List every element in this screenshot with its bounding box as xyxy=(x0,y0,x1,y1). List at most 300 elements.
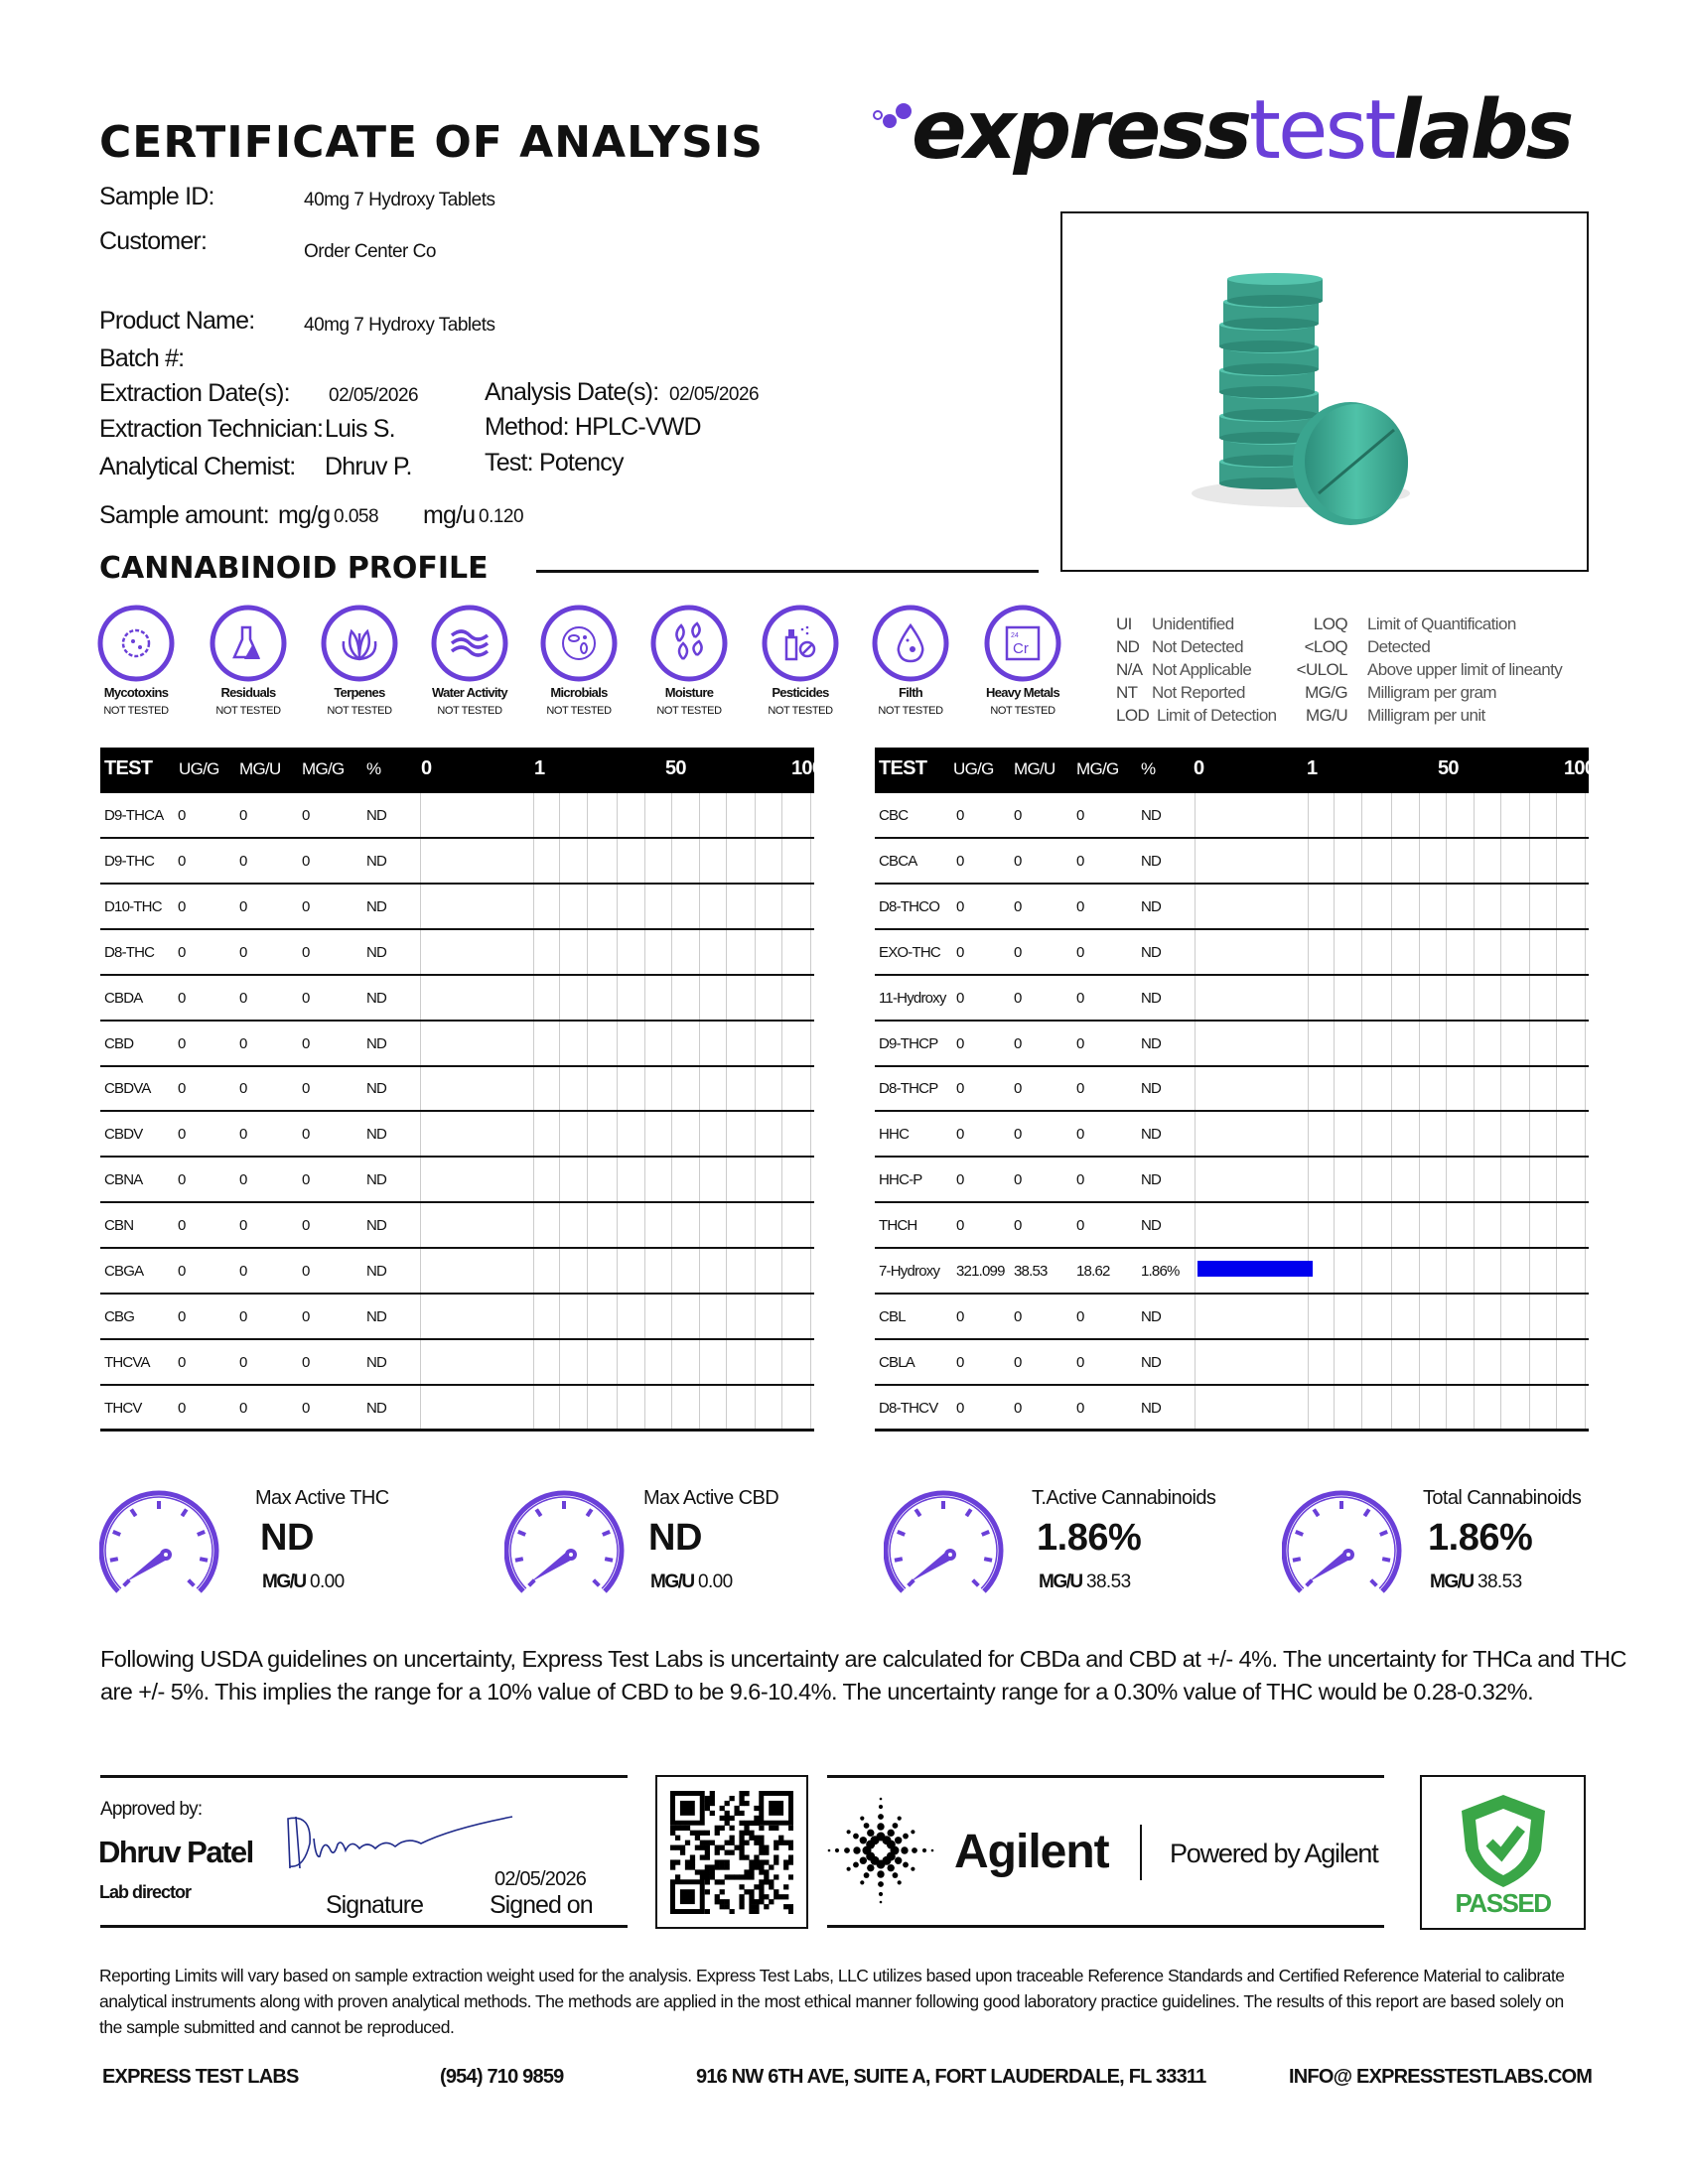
sample-mgg-value: 0.058 xyxy=(334,506,379,527)
summary-unit-value: 0.00 xyxy=(310,1571,345,1592)
percent-value: ND xyxy=(366,1217,387,1235)
test-label: Terpenes xyxy=(334,685,385,700)
percent-value: ND xyxy=(366,1126,387,1144)
summary-title: T.Active Cannabinoids xyxy=(1032,1487,1216,1509)
ugg-value: 0 xyxy=(956,1217,964,1235)
ugg-value: 0 xyxy=(178,989,186,1007)
mgg-value: 0 xyxy=(1076,1126,1084,1144)
chemist-label: Analytical Chemist: xyxy=(99,453,296,480)
percent-value: ND xyxy=(1141,807,1162,824)
legend-abbr: <ULOL xyxy=(1296,660,1347,679)
mgg-value: 0 xyxy=(1076,943,1084,961)
analyte-name: CBGA xyxy=(104,1263,144,1280)
table-header xyxy=(875,748,1596,793)
approver-role: Lab director xyxy=(99,1882,192,1902)
mgu-value: 0 xyxy=(1014,897,1022,915)
table-row xyxy=(100,1203,814,1249)
percent-value: ND xyxy=(366,989,387,1007)
mgu-value: 0 xyxy=(239,807,247,824)
analyte-name: D8-THCO xyxy=(879,897,940,915)
mgg-value: 0 xyxy=(1076,897,1084,915)
mgg-value: 0 xyxy=(302,943,310,961)
percent-value: ND xyxy=(366,852,387,870)
mgg-value: 0 xyxy=(1076,989,1084,1007)
test-type-text: Test: Potency xyxy=(485,449,624,477)
qr-code[interactable] xyxy=(655,1775,808,1929)
analyte-name: CBG xyxy=(104,1307,135,1325)
mgu-value: 0 xyxy=(239,897,247,915)
signature-label: Signature xyxy=(326,1891,424,1919)
percent-value: ND xyxy=(1141,1080,1162,1098)
chart-tick-label: 0 xyxy=(421,757,432,779)
test-label: Residuals xyxy=(220,685,276,700)
page-title: CERTIFICATE OF ANALYSIS xyxy=(99,117,764,168)
legend-text: Not Reported xyxy=(1152,683,1245,702)
test-label: Mycotoxins xyxy=(103,685,169,700)
percent-value: ND xyxy=(366,1307,387,1325)
table-row xyxy=(875,1249,1589,1295)
percent-value: ND xyxy=(1141,1217,1162,1235)
extraction-date-value: 02/05/2026 xyxy=(329,385,419,406)
analyte-name: CBN xyxy=(104,1217,134,1235)
summary-value: 1.86% xyxy=(1428,1517,1533,1559)
ugg-value: 0 xyxy=(956,1080,964,1098)
product-image xyxy=(1060,211,1589,572)
test-label: Water Activity xyxy=(432,685,507,700)
table-row xyxy=(875,1386,1589,1432)
mgu-value: 0 xyxy=(1014,1034,1022,1052)
analyte-name: CBL xyxy=(879,1307,906,1325)
table-row xyxy=(100,1340,814,1386)
test-water-activity xyxy=(410,602,529,721)
ugg-value: 0 xyxy=(956,1126,964,1144)
analyte-name: CBC xyxy=(879,807,909,824)
mgu-value: 0 xyxy=(1014,989,1022,1007)
summary-value: 1.86% xyxy=(1037,1517,1142,1559)
ugg-value: 0 xyxy=(178,1080,186,1098)
ugg-value: 0 xyxy=(956,807,964,824)
table-row xyxy=(875,1158,1589,1203)
mgg-value: 0 xyxy=(302,852,310,870)
approval-top-rule xyxy=(100,1775,628,1778)
footer-address: 916 NW 6TH AVE, SUITE A, FORT LAUDERDALE, FL 33311 xyxy=(696,2066,1206,2088)
table-row xyxy=(875,885,1589,930)
test-status: NOT TESTED xyxy=(103,705,169,717)
column-header-test: TEST xyxy=(879,757,927,779)
percent-value: ND xyxy=(1141,943,1162,961)
gauge-1 xyxy=(99,1489,218,1608)
summary-unit-value: 38.53 xyxy=(1477,1571,1522,1592)
shield-check-icon xyxy=(1454,1791,1553,1890)
column-header-test: TEST xyxy=(104,757,153,779)
mgg-value: 0 xyxy=(1076,1171,1084,1189)
ugg-value: 0 xyxy=(956,1399,964,1417)
extraction-date-label: Extraction Date(s): xyxy=(99,379,290,407)
legend-abbr: LOQ xyxy=(1313,614,1347,633)
table-row xyxy=(100,976,814,1022)
mgg-value: 0 xyxy=(1076,1307,1084,1325)
speedometer-icon xyxy=(504,1489,628,1612)
signature-image xyxy=(282,1809,520,1878)
legend-text: Not Detected xyxy=(1152,637,1244,656)
ugg-value: 0 xyxy=(178,1263,186,1280)
mgu-value: 0 xyxy=(1014,852,1022,870)
analyte-name: EXO-THC xyxy=(879,943,940,961)
customer-value: Order Center Co xyxy=(304,241,436,262)
percent-value: ND xyxy=(366,1399,387,1417)
column-header-ugg: UG/G xyxy=(179,759,219,778)
analyte-name: CBDVA xyxy=(104,1080,151,1098)
mycotoxins-icon xyxy=(94,602,178,685)
mgu-value: 0 xyxy=(239,1353,247,1371)
summary-unit: MG/U xyxy=(1039,1571,1082,1592)
sample-amount-label: Sample amount: xyxy=(99,501,269,529)
ugg-value: 0 xyxy=(178,1171,186,1189)
table-row xyxy=(100,793,814,839)
analyte-name: D8-THCP xyxy=(879,1080,938,1098)
summary-unit: MG/U xyxy=(650,1571,694,1592)
test-label: Filth xyxy=(899,685,922,700)
percent-value: ND xyxy=(1141,1171,1162,1189)
analyte-name: CBDA xyxy=(104,989,143,1007)
mgu-value: 0 xyxy=(1014,1399,1022,1417)
footer-company: EXPRESS TEST LABS xyxy=(102,2066,299,2088)
legend-abbr: MG/U xyxy=(1306,706,1347,725)
sample-id-label: Sample ID: xyxy=(99,183,214,210)
ugg-value: 0 xyxy=(178,943,186,961)
gauge-4 xyxy=(1282,1489,1401,1608)
method-text: Method: HPLC-VWD xyxy=(485,413,701,441)
legend-abbr: UI xyxy=(1116,614,1132,633)
test-status: NOT TESTED xyxy=(768,705,833,717)
analyte-name: D9-THC xyxy=(104,852,155,870)
mgu-value: 0 xyxy=(239,1171,247,1189)
summary-unit-value: 38.53 xyxy=(1086,1571,1131,1592)
agilent-top-rule xyxy=(827,1775,1384,1778)
table-row xyxy=(100,930,814,976)
agilent-spark-icon xyxy=(825,1795,936,1906)
percent-value: ND xyxy=(366,1171,387,1189)
mgg-value: 0 xyxy=(302,1080,310,1098)
summary-value: ND xyxy=(260,1517,314,1559)
chart-tick-label: 50 xyxy=(1438,757,1459,779)
mgg-value: 0 xyxy=(302,1126,310,1144)
mgg-value: 0 xyxy=(1076,1217,1084,1235)
signed-date: 02/05/2026 xyxy=(494,1868,587,1890)
summary-value: ND xyxy=(648,1517,702,1559)
column-header-mgu: MG/U xyxy=(1014,759,1055,778)
table-row xyxy=(875,976,1589,1022)
test-mycotoxins xyxy=(76,602,196,721)
percent-value: ND xyxy=(1141,1307,1162,1325)
summary-unit: MG/U xyxy=(262,1571,306,1592)
test-moisture xyxy=(630,602,749,721)
column-header-pct: % xyxy=(366,759,381,778)
test-filth xyxy=(851,602,970,721)
svg-text:24: 24 xyxy=(1011,632,1019,639)
ugg-value: 0 xyxy=(956,1171,964,1189)
ugg-value: 321.099 xyxy=(956,1263,1005,1280)
analyte-name: HHC xyxy=(879,1126,910,1144)
analysis-date-label: Analysis Date(s): xyxy=(485,378,659,406)
table-row xyxy=(100,1249,814,1295)
mgu-value: 0 xyxy=(239,1080,247,1098)
legend-text: Not Applicable xyxy=(1152,660,1252,679)
test-microbials xyxy=(519,602,638,721)
moisture-icon xyxy=(647,602,731,685)
table-row xyxy=(100,1386,814,1432)
percent-value: ND xyxy=(366,897,387,915)
percent-value: ND xyxy=(1141,897,1162,915)
signed-on-label: Signed on xyxy=(490,1891,593,1919)
column-header-mgg: MG/G xyxy=(302,759,345,778)
tablet-stack-image xyxy=(1062,213,1587,570)
legend-text: Above upper limit of lineanty xyxy=(1367,660,1563,679)
sample-mgu-value: 0.120 xyxy=(479,506,524,527)
mgu-value: 0 xyxy=(239,1307,247,1325)
sample-id-value: 40mg 7 Hydroxy Tablets xyxy=(304,190,495,210)
summary-unit: MG/U xyxy=(1430,1571,1474,1592)
table-row xyxy=(875,793,1589,839)
percent-value: ND xyxy=(1141,1034,1162,1052)
test-heavy-metals xyxy=(963,602,1082,721)
table-row xyxy=(875,1340,1589,1386)
ugg-value: 0 xyxy=(178,1399,186,1417)
table-row xyxy=(100,885,814,930)
mgu-value: 0 xyxy=(239,1126,247,1144)
table-row xyxy=(875,1295,1589,1340)
mgu-value: 0 xyxy=(1014,1126,1022,1144)
analyte-name: 7-Hydroxy xyxy=(879,1263,940,1280)
mgu-value: 0 xyxy=(1014,1217,1022,1235)
percent-value: ND xyxy=(1141,1399,1162,1417)
gauge-3 xyxy=(884,1489,1003,1608)
logo-text-test: test xyxy=(1248,83,1394,178)
test-terpenes xyxy=(300,602,419,721)
percent-value: 1.86% xyxy=(1141,1263,1180,1280)
footer-email[interactable]: INFO@ EXPRESSTESTLABS.COM xyxy=(1289,2066,1593,2088)
mgg-value: 0 xyxy=(302,1171,310,1189)
test-status: NOT TESTED xyxy=(546,705,612,717)
speedometer-icon xyxy=(1282,1489,1405,1612)
legend-text: Limit of Quantification xyxy=(1367,614,1516,633)
table-row xyxy=(875,930,1589,976)
approval-bottom-rule xyxy=(100,1925,628,1928)
legend-abbr: ND xyxy=(1116,637,1140,656)
mgu-value: 0 xyxy=(239,1263,247,1280)
section-divider xyxy=(536,570,1039,573)
ugg-value: 0 xyxy=(956,1353,964,1371)
ugg-value: 0 xyxy=(178,1126,186,1144)
mgu-value: 0 xyxy=(239,943,247,961)
ugg-value: 0 xyxy=(178,1307,186,1325)
qr-code-image xyxy=(670,1791,793,1914)
legend-abbr: MG/G xyxy=(1305,683,1347,702)
agilent-logo-text: Agilent xyxy=(954,1826,1109,1878)
mgu-value: 0 xyxy=(239,1399,247,1417)
percent-value: ND xyxy=(1141,1126,1162,1144)
legend-text: Milligram per gram xyxy=(1367,683,1496,702)
customer-label: Customer: xyxy=(99,227,208,255)
percent-value: ND xyxy=(366,1263,387,1280)
test-label: Heavy Metals xyxy=(986,685,1059,700)
svg-text:Cr: Cr xyxy=(1013,640,1029,657)
product-name-value: 40mg 7 Hydroxy Tablets xyxy=(304,315,495,336)
approver-name: Dhruv Patel xyxy=(98,1835,253,1869)
logo-text-labs: labs xyxy=(1393,83,1572,178)
speedometer-icon xyxy=(99,1489,222,1612)
analyte-name: D9-THCA xyxy=(104,807,164,824)
percent-value: ND xyxy=(1141,989,1162,1007)
mgg-value: 0 xyxy=(1076,852,1084,870)
mgu-value: 0 xyxy=(1014,1307,1022,1325)
mgg-value: 0 xyxy=(302,1307,310,1325)
test-pesticides xyxy=(741,602,860,721)
mgu-value: 0 xyxy=(239,989,247,1007)
analyte-name: THCV xyxy=(104,1399,142,1417)
batch-label: Batch #: xyxy=(99,344,185,372)
percent-value: ND xyxy=(1141,852,1162,870)
ugg-value: 0 xyxy=(956,1307,964,1325)
table-row xyxy=(875,1066,1589,1112)
percent-value: ND xyxy=(366,807,387,824)
passed-badge xyxy=(1420,1775,1586,1930)
ugg-value: 0 xyxy=(178,1034,186,1052)
footer-phone[interactable]: (954) 710 9859 xyxy=(440,2066,564,2088)
analysis-date-value: 02/05/2026 xyxy=(669,384,760,405)
analyte-name: THCVA xyxy=(104,1353,150,1371)
test-status: NOT TESTED xyxy=(437,705,502,717)
section-title: CANNABINOID PROFILE xyxy=(99,551,489,586)
analyte-name: THCH xyxy=(879,1217,917,1235)
terpenes-icon xyxy=(318,602,401,685)
analyte-name: D9-THCP xyxy=(879,1034,938,1052)
microbials-icon xyxy=(537,602,621,685)
test-status: NOT TESTED xyxy=(656,705,722,717)
chart-tick-label: 100 xyxy=(1564,757,1596,779)
column-header-ugg: UG/G xyxy=(953,759,994,778)
summary-unit-value: 0.00 xyxy=(698,1571,733,1592)
ugg-value: 0 xyxy=(178,897,186,915)
sample-mgu-label: mg/u xyxy=(423,501,476,529)
speedometer-icon xyxy=(884,1489,1007,1612)
mgg-value: 0 xyxy=(1076,1080,1084,1098)
mgg-value: 0 xyxy=(302,1263,310,1280)
chart-tick-label: 1 xyxy=(534,757,545,779)
mgu-value: 0 xyxy=(1014,807,1022,824)
column-header-pct: % xyxy=(1141,759,1156,778)
mgg-value: 18.62 xyxy=(1076,1263,1110,1280)
table-row xyxy=(875,839,1589,885)
technician-value: Luis S. xyxy=(325,415,395,443)
mgu-value: 0 xyxy=(239,1034,247,1052)
sample-mgg-label: mg/g xyxy=(278,501,331,529)
mgu-value: 0 xyxy=(239,852,247,870)
test-status: NOT TESTED xyxy=(215,705,281,717)
percent-value: ND xyxy=(366,943,387,961)
mgg-value: 0 xyxy=(1076,1399,1084,1417)
ugg-value: 0 xyxy=(956,852,964,870)
legend-abbr: <LOQ xyxy=(1304,637,1347,656)
ugg-value: 0 xyxy=(956,989,964,1007)
test-label: Pesticides xyxy=(772,685,829,700)
uncertainty-statement: Following USDA guidelines on uncertainty, Express Test Labs is uncertainty are calculated for CBDa and CBD at +/- 4%. The uncertainty for THCa and THC are +/- 5%. This implies the range for a 10% value of CBD to be 9.6-10.4%. The uncertainty range for a 0.30% value of THC would be 0.28-0.32%. xyxy=(100,1646,1626,1705)
ugg-value: 0 xyxy=(956,897,964,915)
mgg-value: 0 xyxy=(302,1034,310,1052)
legend-text: Milligram per unit xyxy=(1367,706,1485,725)
analyte-name: D10-THC xyxy=(104,897,162,915)
legend-text: Unidentified xyxy=(1152,614,1234,633)
disclaimer-text: Reporting Limits will vary based on sample extraction weight used for the analysis. Express Test Labs, LLC utilizes based upon traceable Reference Standards and Certified Reference Material to calibrate analytical instruments along with proven analytical methods. The methods are applied in the most ethical manner following good laboratory practice guidelines. The results of this report are based solely on the sample submitted and cannot be reproduced. xyxy=(99,1966,1565,2037)
chart-tick-label: 50 xyxy=(665,757,686,779)
analyte-name: HHC-P xyxy=(879,1171,922,1189)
table-row xyxy=(100,1295,814,1340)
chemist-value: Dhruv P. xyxy=(325,453,412,480)
analyte-name: CBD xyxy=(104,1034,134,1052)
test-status: NOT TESTED xyxy=(990,705,1055,717)
test-label: Moisture xyxy=(664,685,714,700)
analyte-name: CBDV xyxy=(104,1126,143,1144)
legend-abbr: LOD xyxy=(1116,706,1150,725)
analyte-name: D8-THCV xyxy=(879,1399,938,1417)
passed-label: PASSED xyxy=(1455,1888,1551,1918)
mgg-value: 0 xyxy=(302,807,310,824)
summary-title: Max Active CBD xyxy=(643,1487,779,1509)
table-row xyxy=(100,1112,814,1158)
table-row xyxy=(100,1158,814,1203)
column-header-mgg: MG/G xyxy=(1076,759,1119,778)
table-row xyxy=(100,839,814,885)
approved-by-label: Approved by: xyxy=(100,1799,203,1820)
pesticides-icon xyxy=(759,602,842,685)
test-label: Microbials xyxy=(550,685,608,700)
product-name-label: Product Name: xyxy=(99,307,255,335)
mgu-value: 0 xyxy=(1014,1171,1022,1189)
ugg-value: 0 xyxy=(956,943,964,961)
test-residuals xyxy=(189,602,308,721)
heavy-metals-icon xyxy=(981,602,1064,685)
chart-tick-label: 0 xyxy=(1194,757,1204,779)
test-status: NOT TESTED xyxy=(327,705,392,717)
mgu-value: 0 xyxy=(239,1217,247,1235)
mgg-value: 0 xyxy=(302,1353,310,1371)
technician-label: Extraction Technician: xyxy=(99,415,324,443)
test-status: NOT TESTED xyxy=(878,705,943,717)
mgu-value: 0 xyxy=(1014,1080,1022,1098)
mgg-value: 0 xyxy=(302,897,310,915)
bar-7-hydroxy xyxy=(1197,1261,1313,1277)
agilent-bottom-rule xyxy=(827,1925,1384,1928)
analyte-name: CBLA xyxy=(879,1353,914,1371)
percent-value: ND xyxy=(366,1353,387,1371)
filth-icon xyxy=(869,602,952,685)
chart-tick-label: 1 xyxy=(1307,757,1318,779)
table-row xyxy=(875,1022,1589,1067)
summary-title: Max Active THC xyxy=(255,1487,389,1509)
table-row xyxy=(875,1112,1589,1158)
mgg-value: 0 xyxy=(302,1217,310,1235)
mgg-value: 0 xyxy=(1076,1353,1084,1371)
analyte-name: CBCA xyxy=(879,852,917,870)
analyte-name: CBNA xyxy=(104,1171,143,1189)
water-activity-icon xyxy=(428,602,511,685)
summary-title: Total Cannabinoids xyxy=(1423,1487,1582,1509)
gauge-2 xyxy=(504,1489,624,1608)
table-row xyxy=(875,1203,1589,1249)
ugg-value: 0 xyxy=(956,1034,964,1052)
legend-text: Detected xyxy=(1367,637,1431,656)
percent-value: ND xyxy=(366,1080,387,1098)
